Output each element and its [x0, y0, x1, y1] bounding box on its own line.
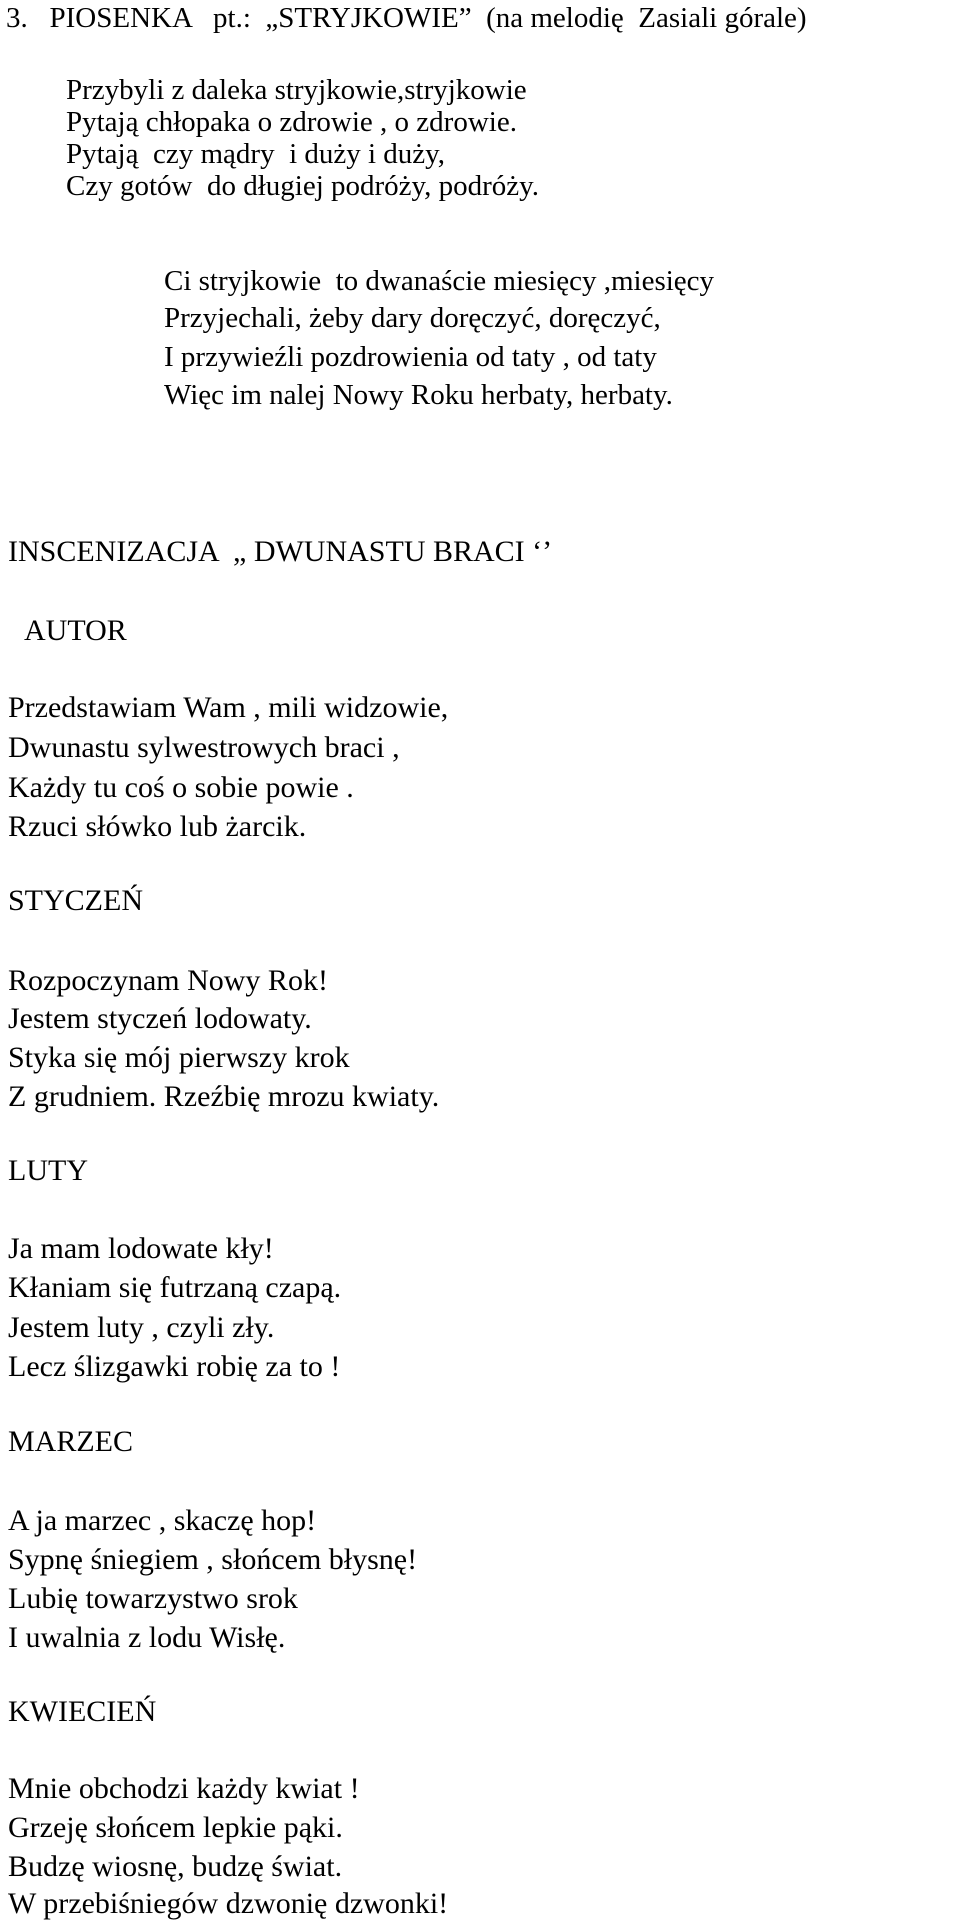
marzec-line: Lubię towarzystwo srok	[8, 1582, 298, 1615]
verse2-line: Więc im nalej Nowy Roku herbaty, herbaty.	[164, 379, 673, 411]
section-heading-autor: AUTOR	[24, 614, 127, 647]
marzec-line: Sypnę śniegiem , słońcem błysnę!	[8, 1543, 418, 1576]
luty-line: Kłaniam się futrzaną czapą.	[8, 1271, 342, 1304]
section-heading-styczen: STYCZEŃ	[8, 884, 143, 917]
verse1-line: Przybyli z daleka stryjkowie,stryjkowie	[66, 74, 527, 106]
kwiecien-line: Budzę wiosnę, budzę świat.	[8, 1850, 343, 1883]
verse1-line: Czy gotów do długiej podróży, podróży.	[66, 170, 540, 202]
verse2-line: I przywieźli pozdrowienia od taty , od taty	[164, 341, 657, 373]
verse2-line: Ci stryjkowie to dwanaście miesięcy ,miesięcy	[164, 265, 715, 297]
luty-line: Lecz ślizgawki robię za to !	[8, 1350, 341, 1383]
kwiecien-line: Mnie obchodzi każdy kwiat !	[8, 1772, 360, 1805]
autor-line: Przedstawiam Wam , mili widzowie,	[8, 691, 449, 724]
section-heading-marzec: MARZEC	[8, 1425, 134, 1458]
kwiecien-line: Grzeję słońcem lepkie pąki.	[8, 1811, 343, 1844]
section-heading-luty: LUTY	[8, 1154, 88, 1187]
verse2-line: Przyjechali, żeby dary doręczyć, doręczyć,	[164, 302, 661, 334]
styczen-line: Jestem styczeń lodowaty.	[8, 1002, 312, 1035]
verse1-line: Pytają chłopaka o zdrowie , o zdrowie.	[66, 106, 517, 138]
styczen-line: Rozpoczynam Nowy Rok!	[8, 964, 328, 997]
section-heading-kwiecien: KWIECIEŃ	[8, 1695, 157, 1728]
autor-line: Każdy tu coś o sobie powie .	[8, 771, 354, 804]
song-title: 3. PIOSENKA pt.: „STRYJKOWIE” (na melodię Zasiali górale)	[6, 2, 807, 34]
verse1-line: Pytają czy mądry i duży i duży,	[66, 138, 446, 170]
autor-line: Dwunastu sylwestrowych braci ,	[8, 731, 400, 764]
marzec-line: A ja marzec , skaczę hop!	[8, 1504, 317, 1537]
luty-line: Ja mam lodowate kły!	[8, 1232, 274, 1265]
play-title: INSCENIZACJA „ DWUNASTU BRACI ‘’	[8, 535, 553, 568]
marzec-line: I uwalnia z lodu Wisłę.	[8, 1621, 286, 1654]
luty-line: Jestem luty , czyli zły.	[8, 1311, 275, 1344]
styczen-line: Z grudniem. Rzeźbię mrozu kwiaty.	[8, 1080, 440, 1113]
autor-line: Rzuci słówko lub żarcik.	[8, 810, 307, 843]
kwiecien-line: W przebiśniegów dzwonię dzwonki!	[8, 1887, 449, 1920]
styczen-line: Styka się mój pierwszy krok	[8, 1041, 350, 1074]
